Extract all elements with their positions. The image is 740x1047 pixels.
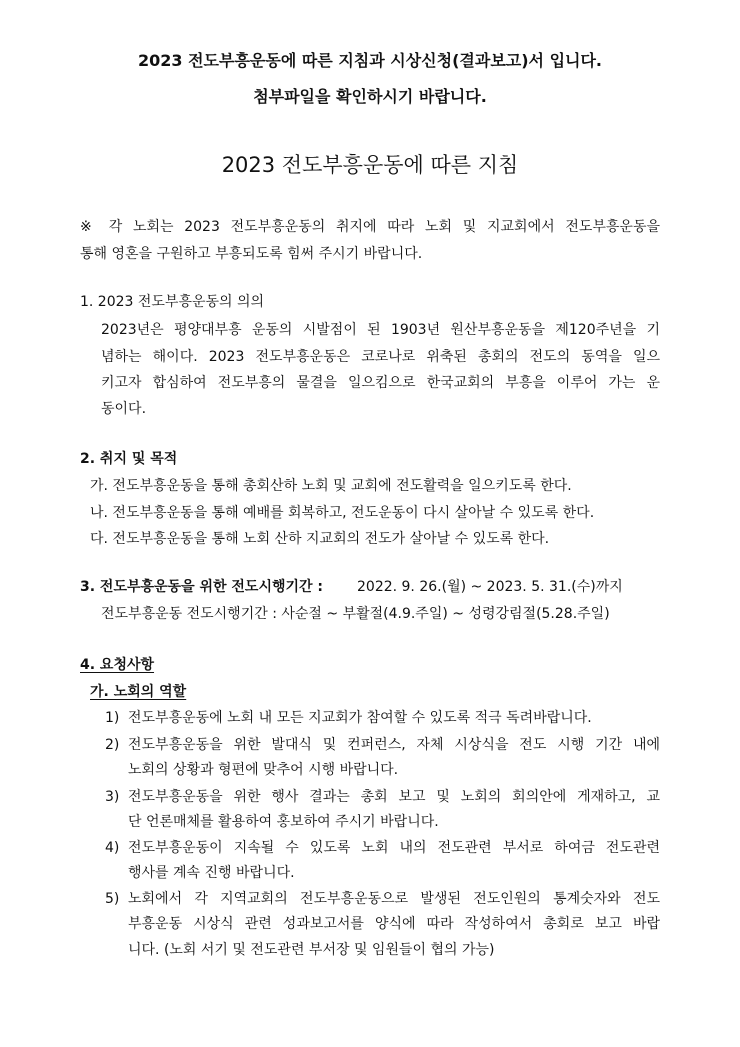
section1-heading: 1. 2023 전도부흥운동의 의의: [80, 294, 265, 310]
request-item-line: 부흥운동 시상식 관련 성과보고서를 양식에 따라 작성하여서 총회로 보고 바랍: [128, 916, 660, 932]
section3-detail: 전도부흥운동 전도시행기간 : 사순절 ~ 부활절(4.9.주일) ~ 성령강림절(5.28.주일): [101, 606, 610, 622]
section3-heading: 3. 전도부흥운동을 위한 전도시행기간 :: [80, 579, 324, 595]
request-item-number: 4): [105, 840, 120, 856]
request-item-number: 3): [105, 789, 120, 805]
request-item-number: 2): [105, 737, 120, 753]
section2-item: 다. 전도부흥운동을 통해 노회 산하 지교회의 전도가 살아날 수 있도록 한다.: [90, 531, 550, 547]
intro-line-2: 통해 영혼을 구원하고 부흥되도록 힘써 주시기 바랍니다.: [80, 246, 423, 262]
request-item-line: 전도부흥운동에 노회 내 모든 지교회가 참여할 수 있도록 적극 독려바랍니다.: [128, 710, 592, 726]
header-line-1: 2023 전도부흥운동에 따른 지침과 시상신청(결과보고)서 입니다.: [137, 51, 603, 70]
request-item-line: 전도부흥운동을 위한 행사 결과는 총회 보고 및 노회의 회의안에 게재하고, 교: [128, 789, 660, 805]
section1-line: 키고자 합심하여 전도부흥의 물결을 일으킴으로 한국교회의 부흥을 이루어 가는 운: [101, 375, 660, 391]
request-item-line: 전도부흥운동을 위한 발대식 및 컨퍼런스, 자체 시상식을 전도 시행 기간 내에: [128, 737, 660, 753]
request-item-line: 행사를 계속 진행 바랍니다.: [128, 865, 295, 881]
section1-line: 념하는 해이다. 2023 전도부흥운동은 코로나로 위축된 총회의 전도의 동역을 일으: [101, 349, 660, 365]
request-item-line: 전도부흥운동이 지속될 수 있도록 노회 내의 전도관련 부서로 하여금 전도관련: [128, 840, 660, 856]
request-item-number: 5): [105, 891, 120, 907]
document-title: 2023 전도부흥운동에 따른 지침: [221, 153, 519, 177]
section2-item: 나. 전도부흥운동을 통해 예배를 회복하고, 전도운동이 다시 살아날 수 있도록 한다.: [90, 505, 595, 521]
section4-heading: 4. 요청사항: [80, 657, 155, 673]
request-item-line: 노회에서 각 지역교회의 전도부흥운동으로 발생된 전도인원의 통계숫자와 전도: [128, 891, 660, 907]
section4-subheading: 가. 노회의 역할: [90, 684, 187, 700]
section2-heading: 2. 취지 및 목적: [80, 451, 178, 467]
request-item-line: 니다. (노회 서기 및 전도관련 부서장 및 임원들이 협의 가능): [128, 942, 495, 958]
section1-line: 동이다.: [101, 401, 147, 417]
section2-item: 가. 전도부흥운동을 통해 총회산하 노회 및 교회에 전도활력을 일으키도록 한다.: [90, 478, 572, 494]
request-item-line: 단 언론매체를 활용하여 홍보하여 주시기 바랍니다.: [128, 814, 439, 830]
header-line-2: 첨부파일을 확인하시기 바랍니다.: [253, 87, 487, 106]
section1-line: 2023년은 평양대부흥 운동의 시발점이 된 1903년 원산부흥운동을 제120주년을 기: [101, 322, 660, 338]
section3-period: 2022. 9. 26.(월) ~ 2023. 5. 31.(수)까지: [357, 579, 623, 595]
request-item-line: 노회의 상황과 형편에 맞추어 시행 바랍니다.: [128, 762, 399, 778]
intro-line-1: ※ 각 노회는 2023 전도부흥운동의 취지에 따라 노회 및 지교회에서 전도부흥운동을: [80, 219, 660, 235]
request-item-number: 1): [105, 710, 120, 726]
